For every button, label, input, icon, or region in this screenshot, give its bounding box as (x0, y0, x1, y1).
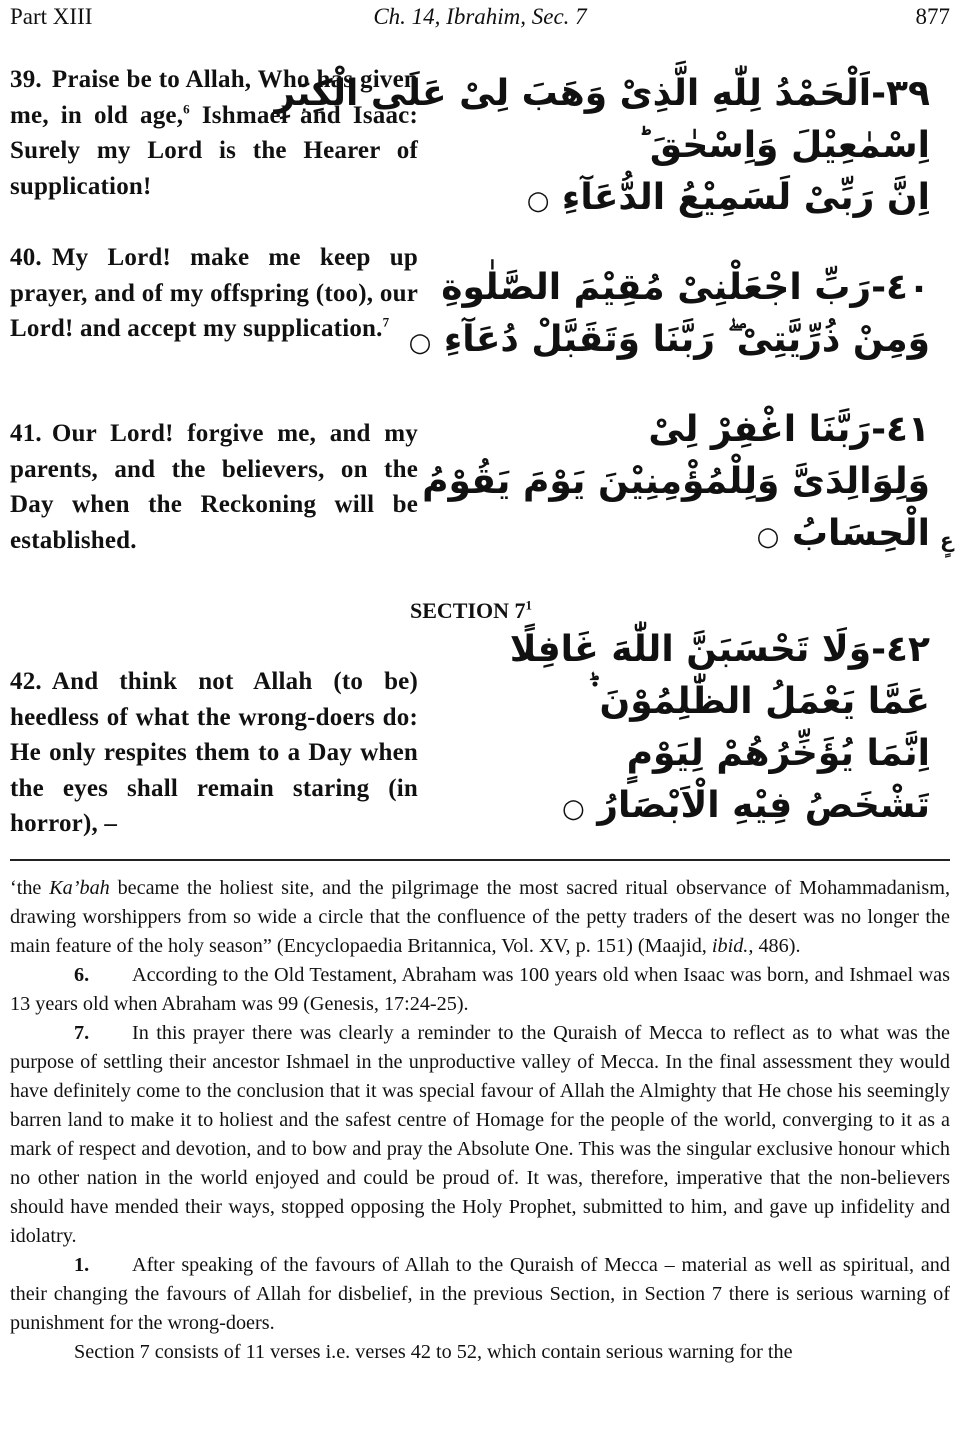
verse-end-icon: ○ (408, 328, 432, 358)
footnote-ref: 7 (382, 314, 390, 330)
chapter-title: Ch. 14, Ibrahim, Sec. 7 (373, 4, 587, 29)
footnote-ref: 6 (183, 101, 190, 117)
footnote-ref: 1 (525, 597, 533, 613)
section-heading: SECTION $7^1$ (410, 597, 533, 623)
page-number: 877 (915, 4, 950, 29)
footnote-1-continued: Section 7 consists of 11 verses i.e. verses 42 to 52, which contain serious warning for the (74, 1341, 793, 1363)
verse-41-translation: 41. Our Lord! forgive me, and my parents, and the believers, on the Day when the Reckoning will be established. (10, 420, 418, 554)
verse-42-translation: 42. And think not Allah (to be) heedless of what the wrong-doers do: He only respites them to a Day when the eyes shall remain staring (in horror), – (10, 668, 418, 837)
footnote-1: 1. After speaking of the favours of Allah to the Quraish of Mecca – material as well as spiritual, and their changing the favours of Allah for disbelief, in the previous Section, in Section 7 there is serious warning of punishment for the wrong-doers. (10, 1254, 950, 1334)
footnote-continued: ‘the Ka’bah became the holiest site, and the pilgrimage the most sacred ritual observance of Mohammadanism, drawing worshippers from so wide a circle that the confluence of the petty traders of the desert was no longer the main feature of the holy season” (Encyclopaedia Britannica, Vol. XV, p. 151) (Maajid, ibid., 486). (10, 877, 950, 957)
footnote-6: 6. According to the Old Testament, Abraham was 100 years old when Isaac was born, and Ishmael was 13 years old when Abraham was 99 (Genesis, 17:24-25). (10, 964, 950, 1015)
footnote-divider (10, 859, 950, 861)
verse-39-translation: 39. Praise be to Allah, Who has given me, in old age,$^6$ Ishmael and Isaac: Surely my Lord is the Hearer of supplication! (10, 66, 419, 200)
verse-end-icon: ○ (562, 794, 585, 824)
part-label: Part XIII (10, 4, 93, 29)
verse-40-translation: 40. My Lord! make me keep up prayer, and of my offspring (too), our Lord! and accept my supplication.$^7$ (10, 244, 418, 342)
ruku-marker-icon: عٍ (940, 528, 954, 552)
verse-40-arabic: ٤٠-رَبِّ اجْعَلْنِىْ مُقِيْمَ الصَّلٰوةِ وَمِنْ ذُرِّيَّتِىْ ۖ رَبَّنَا وَتَقَبَّلْ دُعَآءِ ○ (408, 267, 930, 360)
page-header (10, 4, 950, 36)
verse-end-icon: ○ (756, 522, 780, 552)
footnote-7: 7. In this prayer there was clearly a reminder to the Quraish of Mecca to reflect as to what was the purpose of settling their ancestor Ishmael in the unproductive valley of Mecca. In the final assessment they would have definitely come to the conclusion that it was special favour of Allah the Almighty that He chose his seemingly barren land to make it to holiest and the safest centre of Homage for the people of the world, converging to it as a mark of respect and devotion, and to bow and pray the Absolute One. This was the singular exclusive honour which no other nation in the world enjoyed and could be proud of. It was, therefore, imperative that the non-believers should have mended their ways, stopped opposing the Holy Prophet, submitted to him, and gave up infidelity and idolatry. (10, 1022, 950, 1247)
verse-39-arabic: ٣٩-اَلْحَمْدُ لِلّٰهِ الَّذِىْ وَهَبَ لِىْ عَلَى الْكِبَرِ اِسْمٰعِيْلَ وَاِسْحٰقَ ؕ اِنَّ رَبِّىْ لَسَمِيْعُ الدُّعَآءِ ○ (274, 73, 930, 218)
verse-41-arabic: ٤١-رَبَّنَا اغْفِرْ لِىْ وَلِوَالِدَىَّ وَلِلْمُؤْمِنِيْنَ يَوْمَ يَقُوْمُ الْحِسَابُ ○ (422, 409, 930, 554)
verse-42-arabic: ٤٢-وَلَا تَحْسَبَنَّ اللّٰهَ غَافِلًا عَمَّا يَعْمَلُ الظّٰلِمُوْنَ ۬ؕ اِنَّمَا يُؤَخِّرُهُمْ لِيَوْمٍ تَشْخَصُ فِيْهِ الْاَبْصَارُ ○ (509, 629, 930, 826)
footnotes (10, 874, 950, 1367)
verse-end-icon: ○ (526, 186, 550, 216)
